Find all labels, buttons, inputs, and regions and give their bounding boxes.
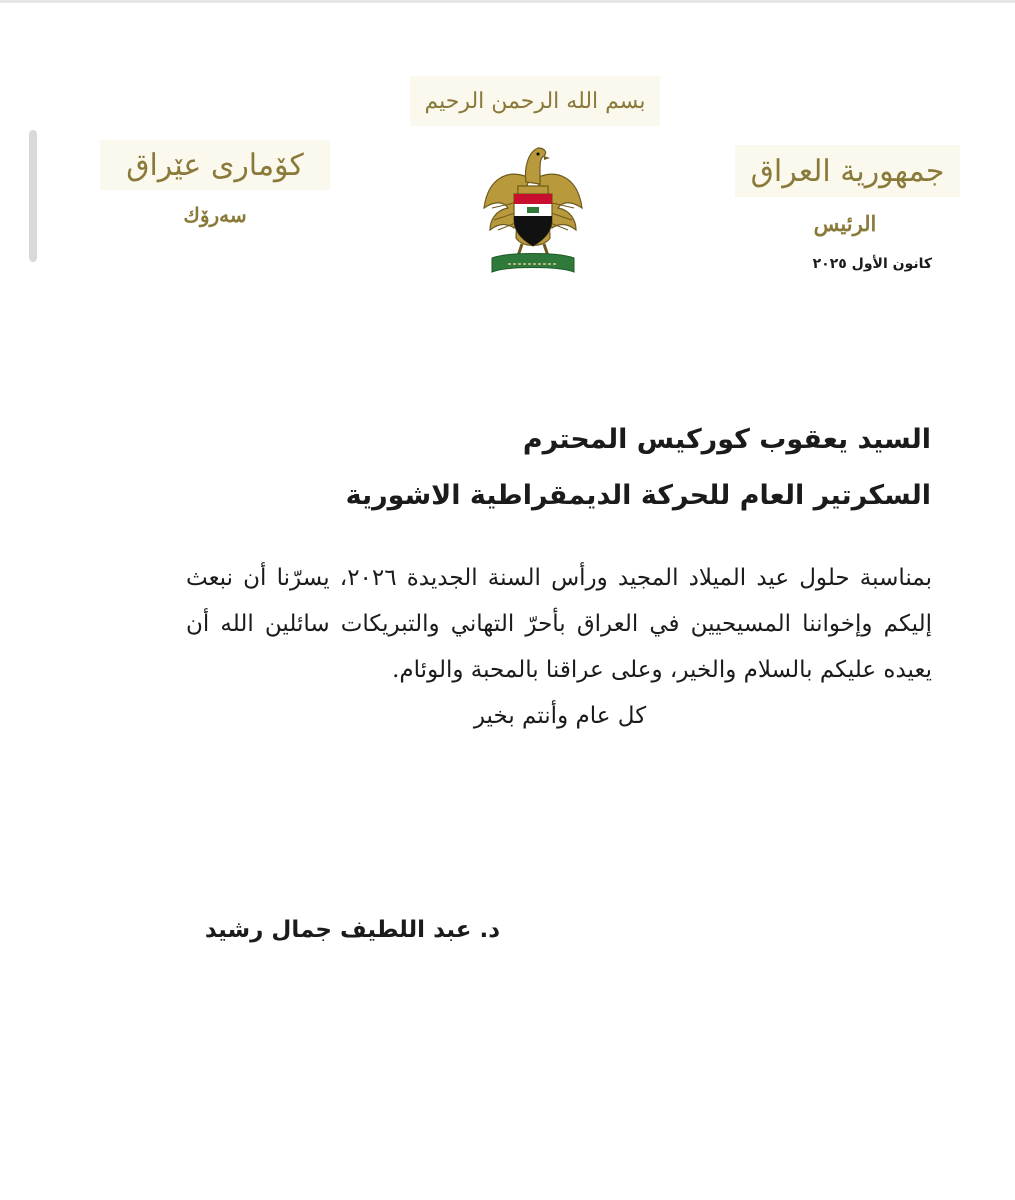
arabic-president-subtitle: الرئيس — [813, 210, 877, 236]
basmala-header: بسم الله الرحمن الرحيم — [410, 76, 660, 126]
emblem-ribbon — [492, 254, 574, 273]
letter-greeting: كل عام وأنتم بخير — [473, 703, 647, 729]
addressee-name: السيد يعقوب كوركيس المحترم — [522, 424, 931, 455]
emblem-svg — [478, 138, 588, 288]
scrollbar-thumb[interactable] — [29, 130, 37, 262]
letter-date: كانون الأول ٢٠٢٥ — [812, 256, 932, 272]
letter-body-paragraph: بمناسبة حلول عيد الميلاد المجيد ورأس السنة الجديدة ٢٠٢٦، يسرّنا أن نبعث إليكم وإخواننا المسيحيين في العراق بأحرّ التهاني والتبريكات سائلين الله أن يعيده عليكم بالسلام والخير، وعلى عراقنا بالمحبة والوئام. — [186, 565, 932, 683]
signature-name: د. عبد اللطيف جمال رشيد — [204, 917, 500, 943]
iraq-eagle-emblem-icon — [478, 138, 588, 288]
top-divider — [0, 0, 1015, 3]
kurdish-president-subtitle: سەرۆك — [183, 203, 247, 227]
addressee-position: السكرتير العام للحركة الديمقراطية الاشورية — [345, 480, 931, 511]
kurdish-republic-title: كۆمارى عێراق — [100, 140, 330, 190]
arabic-republic-title: جمهورية العراق — [735, 145, 960, 197]
